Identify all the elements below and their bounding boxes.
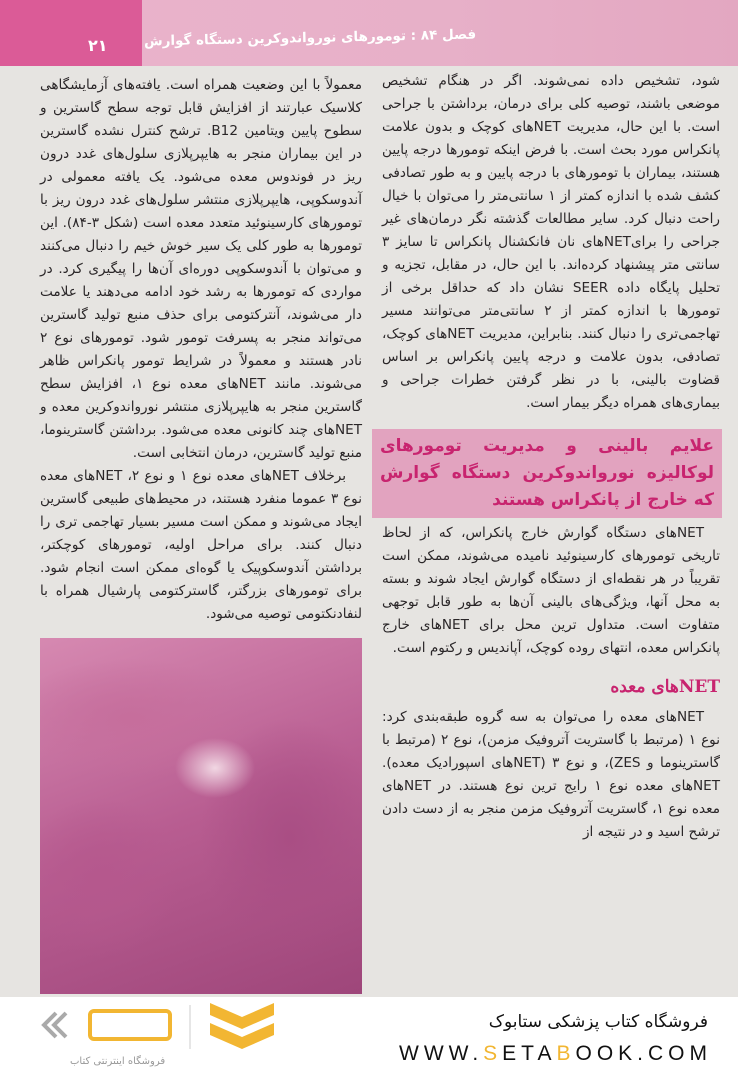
url-text: OOK.COM <box>575 1042 712 1065</box>
paragraph: NETهای معده را می‌توان به سه گروه طبقه‌بندی کرد: نوع ۱ (مرتبط با گاستریت آتروفیک مزمن)، نوع ۲ (مرتبط با گاسترینوما و ZES)، و نوع ۳ (NETهای اسپورادیک معده). NETهای معده نوع ۱ رایج ترین نوع هستند. در NETهای معده نوع ۱، گاستریت آتروفیک مزمن منجر به از دست دادن ترشح اسید و در نتیجه از <box>382 709 720 840</box>
page-number: ۲۱ <box>88 36 108 55</box>
url-text: S <box>483 1042 503 1065</box>
subheading: NETهای معده <box>610 677 720 697</box>
paragraph: NETهای دستگاه گوارش خارج پانکراس، که از لحاظ تاریخی تومورهای کارسینوئید نامیده می‌شوند، ممکن است تقریباً در هر نقطه‌ای از دستگاه گوارش ایجاد شوند و بسته به محل آنها، ویژگی‌های بالینی آن‌ها به طور قابل توجهی متفاوت است. متداول ترین محل برای NETهای خارج پانکراس معده، انتهای روده کوچک، آپاندیس و رکتوم است. <box>382 525 721 656</box>
url-text: B <box>556 1042 576 1065</box>
paragraph: برخلاف NETهای معده نوع ۱ و نوع ۲، NETهای معده نوع ۳ عموما منفرد هستند، در محیط‌های طبیعی گاسترین ایجاد می‌شوند و ممکن است مسیر بسیار تهاجمی تری را دنبال کنند. برای مراحل اولیه، تومورهای کوچکتر، برداشتن آندوسکوپیک یا گوه‌ای ممکن است انجام شود. برای تومورهای بزرگتر، گاسترکتومی پارشیال همراه با لنفادنکتومی توصیه می‌شود. <box>40 468 362 622</box>
chapter-title: فصل ۸۴ : تومورهای نورواندوکرین دستگاه گوارش <box>143 26 477 50</box>
logo-subtitle: فروشگاه اینترنتی کتاب <box>70 1056 166 1067</box>
endoscopy-figure-image <box>40 638 362 994</box>
paragraph: معمولاً با این وضعیت همراه است. یافته‌های آزمایشگاهی کلاسیک عبارتند از افزایش قابل توجه سطح گاسترین و سطوح پایین ویتامین B12. ترشح کنترل نشده گاسترین در این بیماران منجر به هایپرپلازی سلول‌های غدد درون ریز در فوندوس معده می‌شود. یک یافته معمولی در آندوسکوپی، هایپرپلازی منتشر سلول‌های غدد درون ریز با تومورهای کارسینوئید متعدد معده است (شکل ۳-۸۴). این تومورها به طور کلی یک سیر خوش خیم را دنبال می‌کنند و می‌توان با آندوسکوپی دوره‌ای آن‌ها را پیگیری کرد. در مواردی که تومورها به رشد خود ادامه می‌دهند یا علامت دار می‌شوند، آنترکتومی برای حذف منبع تولید گاسترین می‌تواند منجر به پسرفت تومور شود. تومورهای نوع ۲ نادر هستند و معمولاً در شرایط تومور پانکراس ظاهر می‌شوند. مانند NETهای معده نوع ۱، افزایش سطح گاسترین منجر به هایپرپلازی منتشر نورواندوکرین معده و NETهای چند کانونی معده می‌شود. برداشتن گاسترینوما، منبع تولید گاسترین، درمان انتخابی است. <box>40 77 362 461</box>
shop-name: فروشگاه کتاب پزشکی ستابوک <box>488 1012 708 1032</box>
left-column <box>40 74 362 994</box>
section-heading-box <box>372 429 722 518</box>
logo-graphic-icon <box>30 1001 290 1051</box>
url-text: ETA <box>502 1042 557 1065</box>
page-header <box>0 0 738 66</box>
right-column <box>382 70 720 844</box>
footer-banner <box>0 997 738 1080</box>
paragraph: شود، تشخیص داده نمی‌شوند. اگر در هنگام تشخیص موضعی باشند، توصیه کلی برای درمان، برداشتن با جراحی است. با این حال، مدیریت NETهای کوچک و بدون علامت پانکراس مورد بحث است. با فرض اینکه تومورها درجه پایین هستند، بیماران با تومورهای با درجه پایین و به طور تصادفی کشف شده با اندازه کمتر از ۱ سانتی‌متر را می‌توان با خیال راحت دنبال کرد. سایر مطالعات گذشته نگر درمان‌های غیر جراحی را برایNETهای نان فانکشنال پانکراس تا سایز ۳ سانتی متر پیشنهاد کرده‌اند. با این حال، در مقابل، تجزیه و تحلیل پایگاه داده SEER نشان داد که حداقل برخی از تومورها با اندازه کمتر از ۲ سانتی‌متر می‌توانند مسیر تهاجمی‌تری را دنبال کنند. بنابراین، مدیریت NETهای کوچک، تصادفی، بدون علامت و درجه پایین پانکراس بر اساس قضاوت بالینی، با در نظر گرفتن خطرات جراحی و بیماری‌های همراه دیگر بیمار است. <box>382 73 720 411</box>
section-heading: علایم بالینی و مدیریت تومورهای لوکالیزه نورواندوکرین دستگاه گوارش که خارج از پانکراس هستند <box>380 436 714 510</box>
setabook-logo <box>30 1001 290 1051</box>
page-number-tab <box>0 0 142 66</box>
website-url[interactable] <box>399 1041 712 1067</box>
url-text: WWW. <box>399 1042 484 1065</box>
